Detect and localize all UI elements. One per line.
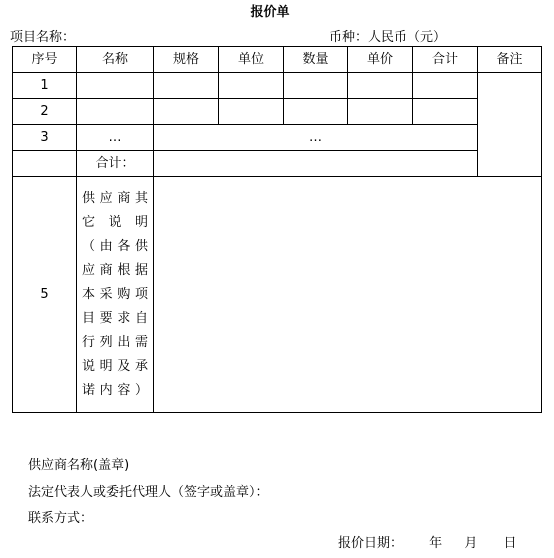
note-line: 应商根据 <box>82 262 148 278</box>
project-name-label: 项目名称： <box>10 30 76 45</box>
cell-total <box>413 99 478 125</box>
cell-unit-price <box>348 73 413 99</box>
legal-rep-line: 法定代表人或委托代理人（签字或盖章）： <box>28 485 269 500</box>
date-year: 年 <box>429 536 443 551</box>
quote-date-label: 报价日期： <box>338 536 404 551</box>
note-line: 说明及承 <box>82 358 148 374</box>
document-title: 报价单 <box>250 5 290 20</box>
cell-spec <box>154 73 219 99</box>
row-seq: 2 <box>13 99 77 125</box>
supplier-note-content <box>154 177 542 413</box>
note-line: 本采购项 <box>82 286 148 302</box>
merged-ellipsis-cell: … <box>154 125 478 151</box>
supplier-note-label <box>77 177 154 413</box>
note-line: 行列出需 <box>82 334 148 350</box>
header-unit: 单位 <box>219 47 284 73</box>
row-seq: 3 <box>13 125 77 151</box>
cell-name <box>77 99 154 125</box>
supplier-name-line: 供应商名称(盖章) <box>28 458 130 473</box>
note-line: 它说明 <box>82 214 148 230</box>
remarks-cell <box>478 73 542 177</box>
supplier-note-row <box>13 177 542 413</box>
total-row <box>13 151 542 177</box>
cell-unit <box>219 73 284 99</box>
header-seq: 序号 <box>13 47 77 73</box>
cell-unit-price <box>348 99 413 125</box>
table-row <box>13 125 542 151</box>
note-line: 诺内容） <box>82 382 148 398</box>
header-spec: 规格 <box>154 47 219 73</box>
quote-date-line <box>338 532 516 551</box>
note-line: 目要求自 <box>82 310 148 326</box>
header-remarks: 备注 <box>478 47 542 73</box>
header-unit-price: 单价 <box>348 47 413 73</box>
total-value-cell <box>154 151 478 177</box>
date-month: 月 <box>464 536 478 551</box>
cell-total <box>413 73 478 99</box>
cell-quantity <box>284 99 348 125</box>
table-row <box>13 73 542 99</box>
quote-table <box>12 46 542 413</box>
cell-name <box>77 73 154 99</box>
date-day: 日 <box>503 536 517 551</box>
table-row <box>13 99 542 125</box>
cell-quantity <box>284 73 348 99</box>
currency-label: 币种：人民币（元） <box>329 30 447 45</box>
row-seq: 1 <box>13 73 77 99</box>
total-seq-cell <box>13 151 77 177</box>
row-seq: 5 <box>13 177 77 413</box>
header-total: 合计 <box>413 47 478 73</box>
total-label: 合计： <box>77 151 154 177</box>
table-header-row <box>13 47 542 73</box>
cell-name-ellipsis: … <box>77 125 154 151</box>
note-line: 供应商其 <box>82 190 148 206</box>
header-quantity: 数量 <box>284 47 348 73</box>
contact-line: 联系方式： <box>28 511 94 526</box>
cell-spec <box>154 99 219 125</box>
cell-unit <box>219 99 284 125</box>
note-line: （由各供 <box>82 238 148 254</box>
header-name: 名称 <box>77 47 154 73</box>
